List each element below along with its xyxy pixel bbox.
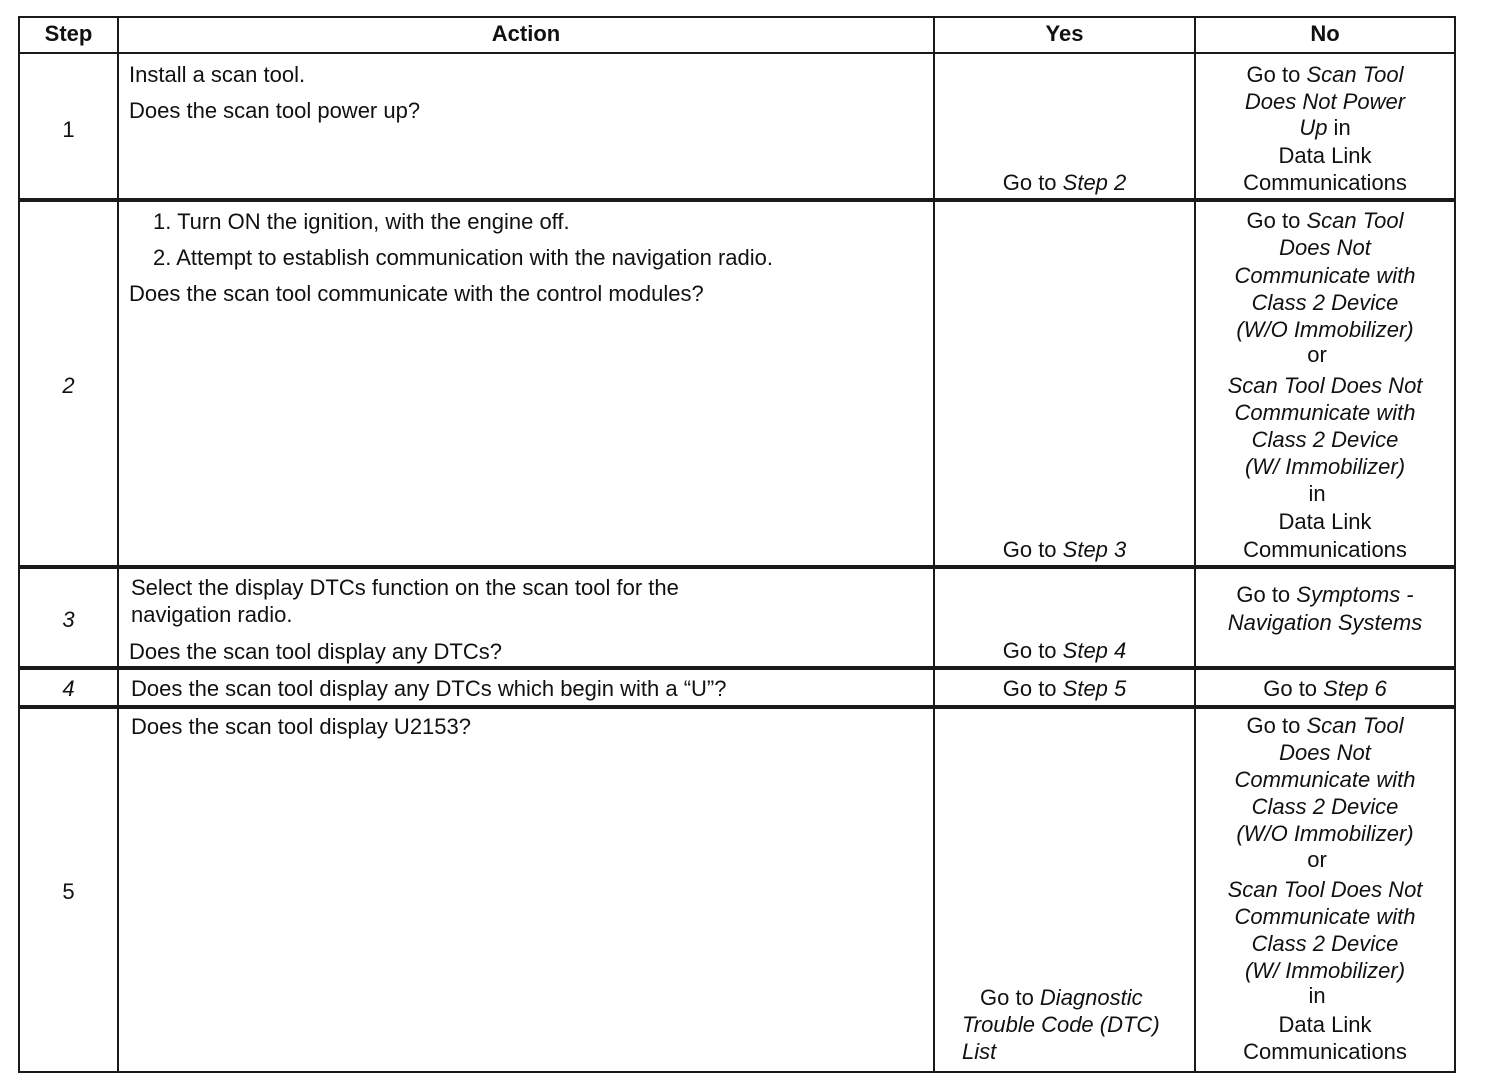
no-target[interactable]: Does Not [1279,740,1371,765]
table-border-right [1454,16,1456,1073]
no-text: in [1327,115,1351,140]
no-target[interactable]: Class 2 Device [1251,794,1399,819]
no-target[interactable]: Scan Tool Does Not [1227,877,1423,902]
table-border-top [18,16,1456,18]
no-target[interactable]: Class 2 Device [1251,931,1399,956]
yes-line [980,984,1143,1011]
no-target[interactable]: (W/O Immobilizer) [1236,317,1414,342]
yes-target: Step 4 [1062,638,1127,663]
action-question: Does the scan tool communicate with the control modules? [129,281,704,306]
yes-target[interactable]: Diagnostic [1039,985,1143,1010]
step-number: 2 [62,373,75,398]
action-text: Install a scan tool. [129,62,306,87]
no-target[interactable]: (W/O Immobilizer) [1236,821,1414,846]
action-question: Does the scan tool display U2153? [131,714,471,739]
no-target[interactable]: Communicate with [1234,904,1416,929]
step-number: 5 [62,879,75,904]
no-target[interactable]: Symptoms - [1296,582,1414,607]
no-text: Go to [1246,208,1307,233]
step-number: 4 [62,676,75,701]
table-border-left [18,16,20,1073]
row-divider [18,565,1456,569]
action-question: Does the scan tool display any DTCs? [129,639,502,664]
action-text: navigation radio. [131,602,293,627]
no-target[interactable]: Scan Tool [1306,62,1404,87]
no-line [1196,61,1454,88]
yes-prefix: Go to [1002,676,1063,701]
no-target: Step 6 [1323,676,1387,701]
no-line [1196,207,1454,234]
no-text: Data Link [1278,143,1372,168]
action-question: Does the scan tool power up? [129,98,421,123]
no-link[interactable] [1196,675,1454,702]
action-list-item: 1. Turn ON the ignition, with the engine off. [153,209,570,234]
no-text: Communications [1243,537,1407,562]
no-target[interactable]: Communicate with [1234,767,1416,792]
header-step: Step [44,21,93,46]
no-line [1196,712,1454,739]
no-text: or [1307,847,1327,872]
yes-target: Step 2 [1062,170,1127,195]
step-number: 3 [62,607,75,632]
yes-target[interactable]: Trouble Code (DTC) [962,1012,1160,1037]
no-target[interactable]: Communicate with [1234,400,1416,425]
no-text: Data Link [1278,1012,1372,1037]
header-yes: Yes [1045,21,1084,46]
yes-prefix: Go to [1002,537,1063,562]
no-target[interactable]: (W/ Immobilizer) [1244,454,1406,479]
no-target[interactable]: Class 2 Device [1251,290,1399,315]
yes-link[interactable] [935,536,1194,563]
yes-prefix: Go to [1002,170,1063,195]
row-divider [18,52,1456,54]
no-target[interactable]: Navigation Systems [1227,610,1423,635]
no-text: Communications [1243,1039,1407,1064]
row-divider [18,666,1456,670]
no-line [1196,114,1454,141]
no-text: or [1307,342,1327,367]
no-text: Data Link [1278,509,1372,534]
yes-target: Step 3 [1062,537,1127,562]
table-border-bottom [18,1071,1456,1073]
no-prefix: Go to [1263,676,1324,701]
yes-target[interactable]: List [962,1039,997,1064]
yes-link[interactable] [935,637,1194,664]
action-question: Does the scan tool display any DTCs which begin with a “U”? [131,676,727,701]
yes-target: Step 5 [1062,676,1127,701]
no-target[interactable]: Scan Tool [1306,208,1404,233]
no-target[interactable]: Scan Tool [1306,713,1404,738]
no-text: in [1308,983,1326,1008]
no-target[interactable]: Up [1299,115,1328,140]
no-target[interactable]: (W/ Immobilizer) [1244,958,1406,983]
header-action: Action [491,21,561,46]
no-text: in [1308,481,1326,506]
no-text: Go to [1246,62,1307,87]
step-number: 1 [62,117,75,142]
no-line [1196,581,1454,608]
row-divider [18,198,1456,202]
row-divider [18,705,1456,709]
no-target[interactable]: Communicate with [1234,263,1416,288]
no-target[interactable]: Class 2 Device [1251,427,1399,452]
no-target[interactable]: Does Not Power [1244,89,1406,114]
action-list-item: 2. Attempt to establish communication with the navigation radio. [153,245,774,270]
no-target[interactable]: Scan Tool Does Not [1227,373,1423,398]
no-text: Go to [1236,582,1297,607]
no-target[interactable]: Does Not [1279,235,1371,260]
column-divider [117,16,119,1073]
diagnostic-table [18,16,1456,1073]
action-text: Select the display DTCs function on the scan tool for the [131,575,679,600]
no-text: Communications [1243,170,1407,195]
yes-prefix: Go to [1002,638,1063,663]
yes-prefix: Go to [980,985,1040,1010]
no-text: Go to [1246,713,1307,738]
yes-link[interactable] [935,675,1194,702]
yes-link[interactable] [935,169,1194,196]
header-no: No [1310,21,1340,46]
